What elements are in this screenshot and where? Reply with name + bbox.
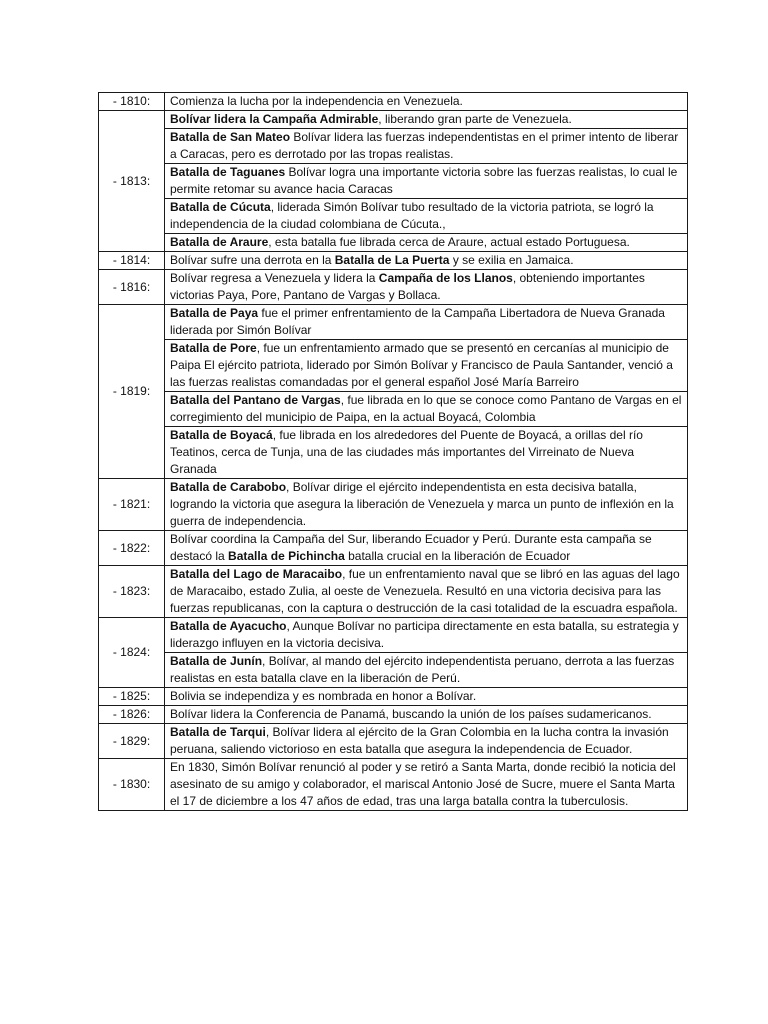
year-cell: - 1829: [99, 724, 165, 759]
event-description [165, 392, 688, 427]
timeline-row [99, 340, 688, 392]
event-text: Bolívar regresa a Venezuela y lidera la [170, 271, 379, 285]
event-description [165, 234, 688, 252]
timeline-row [99, 111, 688, 129]
event-description [165, 531, 688, 566]
timeline-row [99, 688, 688, 706]
event-description [165, 706, 688, 724]
event-title: Batalla de La Puerta [334, 253, 450, 267]
year-cell: - 1830: [99, 759, 165, 811]
timeline-row [99, 706, 688, 724]
event-title: Batalla de Pichincha [228, 549, 345, 563]
year-cell: - 1810: [99, 93, 165, 111]
timeline-row [99, 234, 688, 252]
event-title: Batalla de Taguanes [170, 165, 286, 179]
event-description [165, 111, 688, 129]
event-description [165, 340, 688, 392]
timeline-row [99, 164, 688, 199]
event-title: Batalla de Pore [170, 341, 257, 355]
event-text: , fue un enfrentamiento naval que se libró en las aguas del lago de Maracaibo, estado Zulia, al oeste de Venezuela. Resultó en una victoria decisiva para las fuerzas republicanas, con la captura o destrucción de la casi totalidad de la escuadra española. [170, 567, 680, 615]
timeline-row [99, 129, 688, 164]
event-text: batalla crucial en la liberación de Ecuador [344, 549, 571, 563]
year-cell: - 1819: [99, 305, 165, 479]
event-text: , fue librada en lo que se conoce como Pantano de Vargas en el corregimiento del municipio de Paipa, en la actual Boyacá, Colombia [170, 393, 682, 424]
year-cell: - 1816: [99, 270, 165, 305]
event-text: , esta batalla fue librada cerca de Araure, actual estado Portuguesa. [268, 235, 630, 249]
event-text: Bolívar logra una importante victoria sobre las fuerzas realistas, lo cual le permite retomar su avance hacia Caracas [170, 165, 678, 196]
timeline-row [99, 392, 688, 427]
event-description [165, 129, 688, 164]
timeline-row [99, 252, 688, 270]
timeline-row [99, 93, 688, 111]
event-description [165, 270, 688, 305]
event-description [165, 427, 688, 479]
event-description [165, 618, 688, 653]
timeline-row [99, 531, 688, 566]
timeline-row [99, 270, 688, 305]
event-text: fue el primer enfrentamiento de la Campaña Libertadora de Nueva Granada liderada por Simón Bolívar [170, 306, 665, 337]
event-title: Batalla de Ayacucho [170, 619, 287, 633]
event-description [165, 566, 688, 618]
event-description [165, 93, 688, 111]
event-text: , fue librada en los alrededores del Puente de Boyacá, a orillas del río Teatinos, cerca de Tunja, una de las ciudades más importantes del Virreinato de Nueva Granada [170, 428, 643, 476]
timeline-body [99, 93, 688, 811]
event-title: Batalla del Pantano de Vargas [170, 393, 341, 407]
event-title: Batalla de Tarqui [170, 725, 266, 739]
year-cell: - 1813: [99, 111, 165, 252]
year-cell: - 1821: [99, 479, 165, 531]
year-cell: - 1825: [99, 688, 165, 706]
event-text: , liberando gran parte de Venezuela. [378, 112, 572, 126]
event-text: Bolivia se independiza y es nombrada en honor a Bolívar. [170, 689, 477, 703]
event-text: Bolívar coordina la Campaña del Sur, liberando Ecuador y Perú. Durante esta campaña se destacó la [170, 532, 652, 563]
event-description [165, 479, 688, 531]
event-title: Batalla del Lago de Maracaibo [170, 567, 343, 581]
event-description [165, 653, 688, 688]
event-text: Comienza la lucha por la independencia en Venezuela. [170, 94, 463, 108]
timeline-table [98, 92, 688, 811]
timeline-row [99, 653, 688, 688]
event-text: , fue un enfrentamiento armado que se presentó en cercanías al municipio de Paipa El ejército patriota, liderado por Simón Bolívar y Francisco de Paula Santander, venció a las fuerzas realistas comandadas por el general español José María Barreiro [170, 341, 673, 389]
timeline-row [99, 479, 688, 531]
timeline-row [99, 759, 688, 811]
timeline-row [99, 427, 688, 479]
event-title: Bolívar lidera la Campaña Admirable [170, 112, 379, 126]
event-description [165, 688, 688, 706]
event-title: Batalla de San Mateo [170, 130, 291, 144]
event-text: Bolívar lidera las fuerzas independentistas en el primer intento de liberar a Caracas, pero es derrotado por las tropas realistas. [170, 130, 679, 161]
timeline-row [99, 566, 688, 618]
event-title: Campaña de los Llanos [378, 271, 513, 285]
event-description [165, 199, 688, 234]
event-title: Batalla de Paya [170, 306, 259, 320]
event-title: Batalla de Boyacá [170, 428, 273, 442]
event-description [165, 252, 688, 270]
event-description [165, 724, 688, 759]
event-text: , Bolívar lidera al ejército de la Gran Colombia en la lucha contra la invasión peruana, saliendo victorioso en esta batalla que asegura la independencia de Ecuador. [170, 725, 669, 756]
event-title: Batalla de Junín [170, 654, 263, 668]
event-text: , Bolívar, al mando del ejército independentista peruano, derrota a las fuerzas realistas en esta batalla clave en la liberación de Perú. [170, 654, 675, 685]
timeline-row [99, 618, 688, 653]
event-text: , Aunque Bolívar no participa directamente en esta batalla, su estrategia y liderazgo influyen en la victoria decisiva. [170, 619, 679, 650]
year-cell: - 1823: [99, 566, 165, 618]
timeline-row [99, 724, 688, 759]
year-cell: - 1814: [99, 252, 165, 270]
event-text: , Bolívar dirige el ejército independentista en esta decisiva batalla, logrando la victoria que asegura la liberación de Venezuela y marca un punto de inflexión en la guerra de independencia. [170, 480, 674, 528]
event-text: En 1830, Simón Bolívar renunció al poder y se retiró a Santa Marta, donde recibió la noticia del asesinato de su amigo y colaborador, el mariscal Antonio José de Sucre, muere el Santa Marta el 17 de diciembre a los 47 años de edad, tras una larga batalla contra la tuberculosis. [170, 760, 676, 808]
event-description [165, 305, 688, 340]
event-text: , obteniendo importantes victorias Paya, Pore, Pantano de Vargas y Bollaca. [170, 271, 645, 302]
event-description [165, 759, 688, 811]
event-text: Bolívar lidera la Conferencia de Panamá, buscando la unión de los países sudamericanos. [170, 707, 652, 721]
year-cell: - 1826: [99, 706, 165, 724]
event-title: Batalla de Carabobo [170, 480, 287, 494]
event-text: y se exilia en Jamaica. [449, 253, 574, 267]
event-title: Batalla de Cúcuta [170, 200, 271, 214]
timeline-row [99, 305, 688, 340]
event-description [165, 164, 688, 199]
event-text: , liderada Simón Bolívar tubo resultado de la victoria patriota, se logró la independencia de la ciudad colombiana de Cúcuta., [170, 200, 654, 231]
year-cell: - 1822: [99, 531, 165, 566]
timeline-row [99, 199, 688, 234]
year-cell: - 1824: [99, 618, 165, 688]
event-title: Batalla de Araure [170, 235, 269, 249]
event-text: Bolívar sufre una derrota en la [170, 253, 335, 267]
